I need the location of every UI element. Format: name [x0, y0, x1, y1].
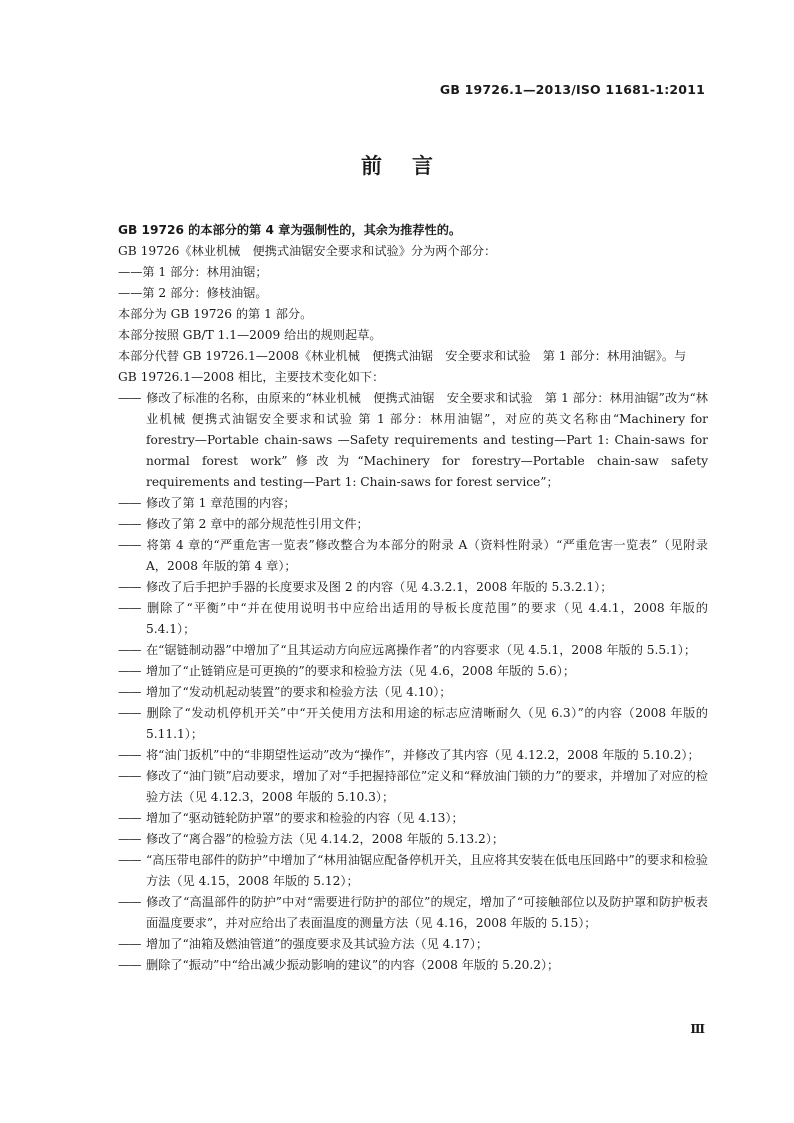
- dash-marker: ——: [118, 895, 141, 909]
- intro-paragraph: ——第 1 部分：林用油锯；: [118, 265, 268, 279]
- dash-marker: ——: [118, 580, 141, 594]
- list-item: [118, 577, 708, 598]
- list-item: [118, 892, 708, 934]
- list-item-text: 在“锯链制动器”中增加了“且其运动方向应远离操作者”的内容要求（见 4.5.1，2008 年版的 5.5.1）；: [146, 643, 697, 657]
- list-item: [118, 640, 708, 661]
- intro-paragraph: 本部分按照 GB/T 1.1—2009 给出的规则起草。: [118, 328, 382, 342]
- list-item-text: 删除了“发动机停机开关”中“开关使用方法和用途的标志应清晰耐久（见 6.3）”的内容（2008 年版的 5.11.1）；: [146, 706, 708, 741]
- standard-number: GB 19726.1—2013/ISO 11681-1:2011: [439, 82, 705, 97]
- list-item-text: 修改了第 2 章中的部分规范性引用文件；: [146, 517, 369, 531]
- changes-list: [118, 388, 708, 976]
- dash-marker: ——: [118, 811, 141, 825]
- list-item-text: 将“油门扳机”中的“非期望性运动”改为“操作”，并修改了其内容（见 4.12.2，2008 年版的 5.10.2）；: [146, 748, 700, 762]
- list-item: [118, 514, 708, 535]
- list-item: [118, 829, 708, 850]
- list-item-text: 增加了“发动机起动装置”的要求和检验方法（见 4.10）；: [146, 685, 452, 699]
- list-item-text: 将第 4 章的“严重危害一览表”修改整合为本部分的附录 A（资料性附录）“严重危害一览表”（见附录 A，2008 年版的第 4 章）；: [146, 538, 708, 573]
- preface-body: [118, 220, 708, 976]
- intro-paragraph: 本部分代替 GB 19726.1—2008《林业机械 便携式油锯 安全要求和试验 第 1 部分：林用油锯》。与 GB 19726.1—2008 相比，主要技术变化如下：: [118, 349, 687, 384]
- dash-marker: ——: [118, 601, 141, 615]
- list-item-text: 修改了“离合器”的检验方法（见 4.14.2，2008 年版的 5.13.2）；: [146, 832, 505, 846]
- list-item-text: 修改了“高温部件的防护”中对“需要进行防护的部位”的规定，增加了“可接触部位以及防护罩和防护板表面温度要求”，并对应给出了表面温度的测量方法（见 4.16，2008 年版的 5.15）；: [146, 895, 708, 930]
- list-item: [118, 955, 708, 976]
- intro-paragraph: GB 19726《林业机械 便携式油锯安全要求和试验》分为两个部分：: [118, 244, 497, 258]
- dash-marker: ——: [118, 496, 141, 510]
- dash-marker: ——: [118, 517, 141, 531]
- intro-paragraph: 本部分为 GB 19726 的第 1 部分。: [118, 307, 313, 321]
- intro-paragraph: ——第 2 部分：修枝油锯。: [118, 286, 268, 300]
- list-item-text: 增加了“油箱及燃油管道”的强度要求及其试验方法（见 4.17）；: [146, 937, 489, 951]
- dash-marker: ——: [118, 937, 141, 951]
- list-item: [118, 388, 708, 493]
- list-item: [118, 703, 708, 745]
- dash-marker: ——: [118, 643, 141, 657]
- list-item: [118, 682, 708, 703]
- dash-marker: ——: [118, 685, 141, 699]
- list-item-text: “高压带电部件的防护”中增加了“林用油锯应配备停机开关，且应将其安装在低电压回路中”的要求和检验方法（见 4.15，2008 年版的 5.12）；: [146, 853, 708, 888]
- dash-marker: ——: [118, 391, 141, 405]
- dash-marker: ——: [118, 958, 141, 972]
- list-item: [118, 850, 708, 892]
- list-item: [118, 766, 708, 808]
- list-item: [118, 598, 708, 640]
- list-item-text: 增加了“止链销应是可更换的”的要求和检验方法（见 4.6，2008 年版的 5.6）；: [146, 664, 576, 678]
- list-item-text: 增加了“驱动链轮防护罩”的要求和检验的内容（见 4.13）；: [146, 811, 464, 825]
- list-item-text: 修改了第 1 章范围的内容；: [146, 496, 296, 510]
- page-number: Ⅲ: [690, 1022, 705, 1036]
- dash-marker: ——: [118, 832, 141, 846]
- dash-marker: ——: [118, 538, 141, 552]
- list-item-text: 删除了“平衡”中“并在使用说明书中应给出适用的导板长度范围”的要求（见 4.4.1，2008 年版的 5.4.1）；: [146, 601, 708, 636]
- list-item: [118, 745, 708, 766]
- list-item: [118, 934, 708, 955]
- list-item-text: 修改了后手把护手器的长度要求及图 2 的内容（见 4.3.2.1，2008 年版的 5.3.2.1）；: [146, 580, 613, 594]
- list-item: [118, 808, 708, 829]
- list-item: [118, 535, 708, 577]
- dash-marker: ——: [118, 769, 141, 783]
- dash-marker: ——: [118, 853, 141, 867]
- dash-marker: ——: [118, 664, 141, 678]
- mandatory-statement: GB 19726 的本部分的第 4 章为强制性的，其余为推荐性的。: [118, 223, 462, 237]
- list-item: [118, 661, 708, 682]
- list-item-text: 删除了“振动”中“给出减少振动影响的建议”的内容（2008 年版的 5.20.2）；: [146, 958, 560, 972]
- dash-marker: ——: [118, 748, 141, 762]
- list-item-text: 修改了“油门锁”启动要求，增加了对“手把握持部位”定义和“释放油门锁的力”的要求，并增加了对应的检验方法（见 4.12.3，2008 年版的 5.10.3）；: [146, 769, 708, 804]
- list-item: [118, 493, 708, 514]
- page-title: 前言: [361, 154, 463, 178]
- list-item-text: 修改了标准的名称，由原来的“林业机械 便携式油锯 安全要求和试验 第 1 部分：林用油锯”改为“林业机械 便携式油锯安全要求和试验 第 1 部分：林用油锯”，对应的英文名称由“Machinery for forestry—Portable chain-saws —Safety requirements and testing—Part 1: Chain-saws for normal forest work”修改为“Machinery for forestry—Portable chain-saw safety requirements and testing—Part 1: Chain-saws for forest service”；: [146, 391, 708, 489]
- dash-marker: ——: [118, 706, 141, 720]
